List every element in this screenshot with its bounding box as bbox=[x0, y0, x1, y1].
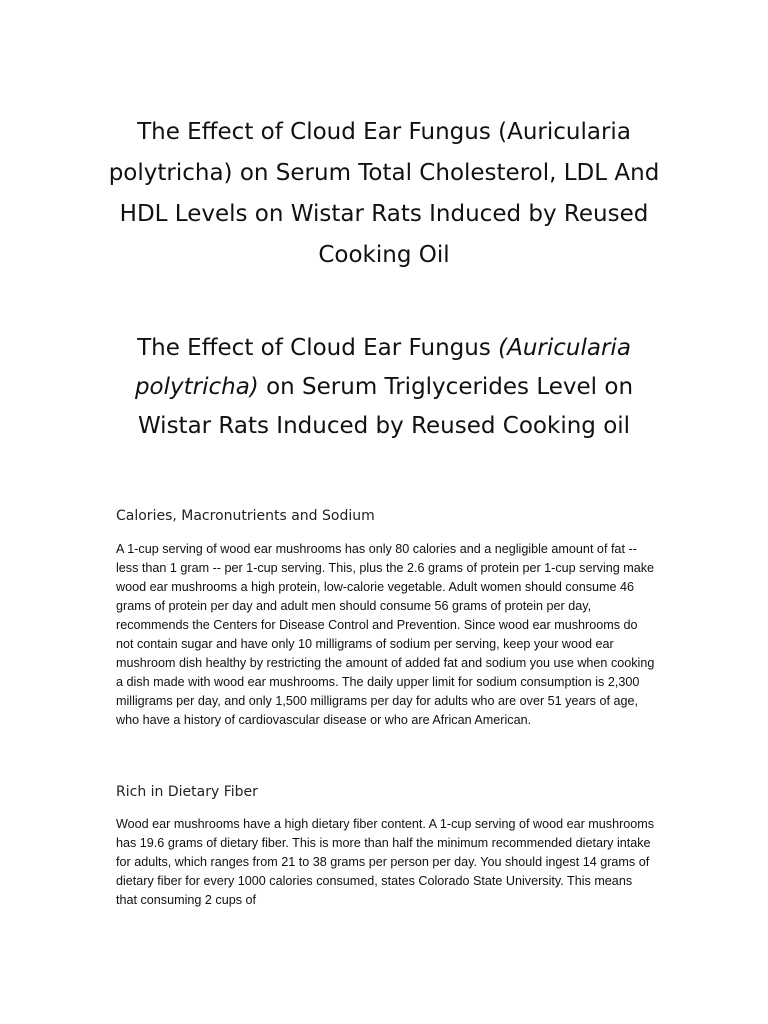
section-paragraph-calories: A 1-cup serving of wood ear mushrooms has only 80 calories and a negligible amount of fat -- less than 1 gram -- per 1-cup serving. This, plus the 2.6 grams of protein per 1-cup serving make wood ear mushrooms a high protein, low-calorie vegetable. Adult women should consume 46 grams of protein per day and adult men should consume 56 grams of protein per day, recommends the Centers for Disease Control and Prevention. Since wood ear mushrooms do not contain sugar and have only 10 milligrams of sodium per serving, keep your wood ear mushroom dish healthy by restricting the amount of added fat and sodium you use when cooking a dish made with wood ear mushrooms. The daily upper limit for sodium consumption is 2,300 milligrams per day, and only 1,500 milligrams per day for adults who are over 51 years of age, who have a history of cardiovascular disease or who are African American. bbox=[116, 542, 655, 727]
section-paragraph-fiber: Wood ear mushrooms have a high dietary fiber content. A 1-cup serving of wood ear mushrooms has 19.6 grams of dietary fiber. This is more than half the minimum recommended dietary intake for adults, which ranges from 21 to 38 grams per person per day. You should ingest 14 grams of dietary fiber for every 1000 calories consumed, states Colorado State University. This means that consuming 2 cups of bbox=[116, 817, 655, 907]
subtitle-part-3: on Serum Triglycerides Level on Wistar Rats Induced by Reused Cooking oil bbox=[137, 374, 634, 439]
document-subtitle bbox=[100, 329, 668, 446]
subtitle-species-name: (Auricularia polytricha) bbox=[134, 335, 631, 400]
section-heading-calories: Calories, Macronutrients and Sodium bbox=[116, 508, 375, 524]
section-heading-fiber: Rich in Dietary Fiber bbox=[116, 784, 258, 800]
subtitle-part-1: The Effect of Cloud Ear Fungus bbox=[137, 335, 499, 361]
document-title: The Effect of Cloud Ear Fungus (Auricularia polytricha) on Serum Total Cholesterol, LDL And HDL Levels on Wistar Rats Induced by Reused Cooking Oil bbox=[108, 119, 660, 268]
